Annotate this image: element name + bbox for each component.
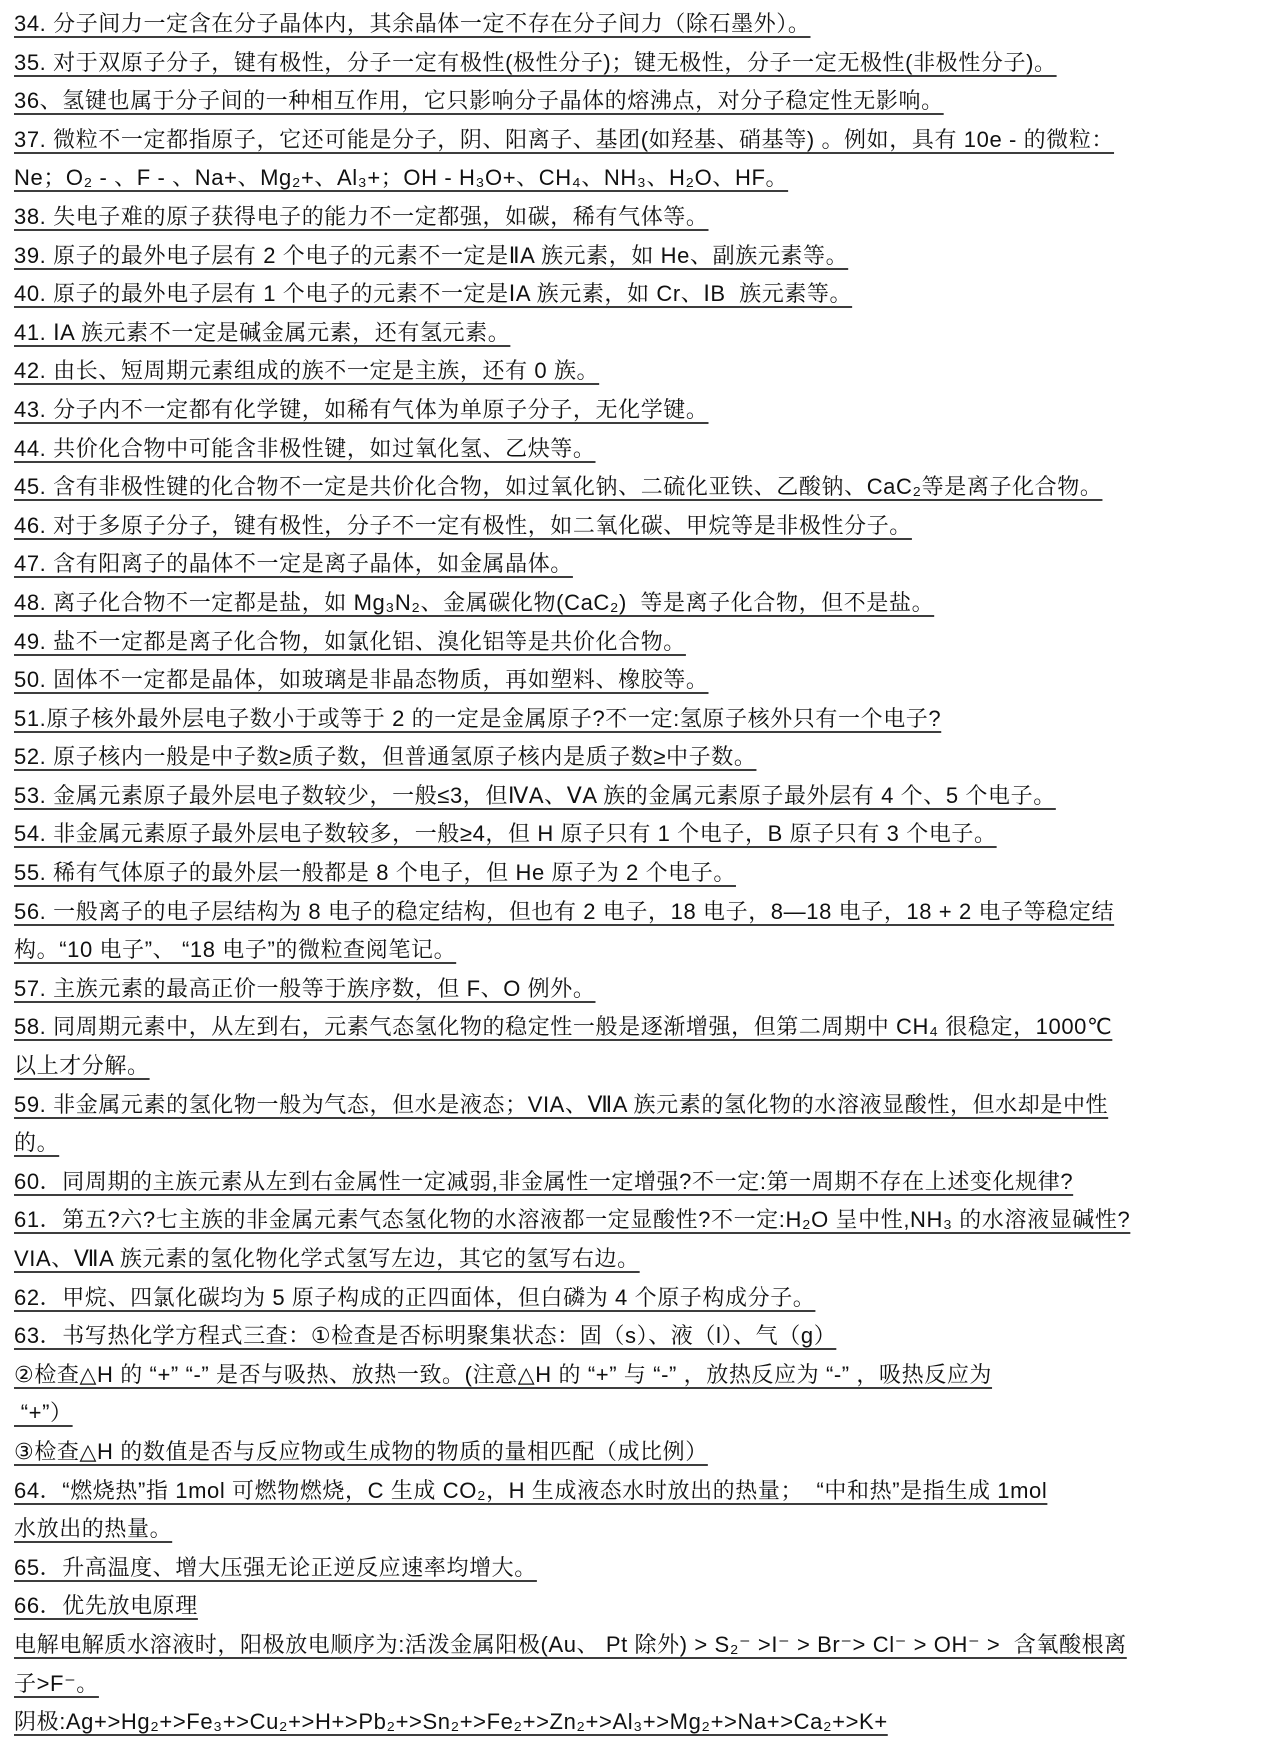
text-line: 56. 一般离子的电子层结构为 8 电子的稳定结构，但也有 2 电子，18 电子，8—18 电子，18 + 2 电子等稳定结	[14, 898, 1115, 924]
text-line: 55. 稀有气体原子的最外层一般都是 8 个电子，但 He 原子为 2 个电子。	[14, 860, 736, 886]
text-line: 59. 非金属元素的氢化物一般为气态，但水是液态；VIA、ⅦA 族元素的氢化物的水溶液显酸性，但水却是中性	[14, 1091, 1109, 1117]
text-line: 63．书写热化学方程式三查：①检查是否标明聚集状态：固（s）、液（l）、气（g）	[14, 1323, 837, 1349]
text-line: 52. 原子核内一般是中子数≥质子数，但普通氢原子核内是质子数≥中子数。	[14, 744, 757, 770]
text-line: ③检查△H 的数值是否与反应物或生成物的物质的量相匹配（成比例）	[14, 1438, 708, 1464]
text-line: 42. 由长、短周期元素组成的族不一定是主族，还有 0 族。	[14, 358, 600, 384]
text-line: 39. 原子的最外电子层有 2 个电子的元素不一定是ⅡA 族元素，如 He、副族元素等。	[14, 242, 849, 268]
text-line: 37. 微粒不一定都指原子，它还可能是分子，阴、阳离子、基团(如羟基、硝基等) 。例如，具有 10e - 的微粒：	[14, 126, 1115, 152]
text-line: 53. 金属元素原子最外层电子数较少，一般≤3，但ⅣA、ⅤA 族的金属元素原子最外层有 4 个、5 个电子。	[14, 782, 1056, 808]
text-line: 48. 离子化合物不一定都是盐，如 Mg₃N₂、金属碳化物(CaC₂) 等是离子化合物，但不是盐。	[14, 589, 935, 615]
text-line: 58. 同周期元素中，从左到右，元素气态氢化物的稳定性一般是逐渐增强，但第二周期中 CH₄ 很稳定，1000℃	[14, 1014, 1113, 1040]
text-line: 45. 含有非极性键的化合物不一定是共价化合物，如过氧化钠、二硫化亚铁、乙酸钠、CaC₂等是离子化合物。	[14, 474, 1103, 500]
text-line: 50. 固体不一定都是晶体，如玻璃是非晶态物质，再如塑料、橡胶等。	[14, 667, 709, 693]
text-line: 61．第五?六?七主族的非金属元素气态氢化物的水溶液都一定显酸性?不一定:H₂O 呈中性,NH₃ 的水溶液显碱性?	[14, 1207, 1131, 1233]
text-line: 43. 分子内不一定都有化学键，如稀有气体为单原子分子，无化学键。	[14, 396, 709, 422]
text-line: 46. 对于多原子分子，键有极性，分子不一定有极性，如二氧化碳、甲烷等是非极性分子。	[14, 512, 912, 538]
text-line: 51.原子核外最外层电子数小于或等于 2 的一定是金属原子?不一定:氢原子核外只有一个电子?	[14, 705, 942, 731]
text-line: VIA、ⅦA 族元素的氢化物化学式氢写左边，其它的氢写右边。	[14, 1246, 640, 1271]
text-line: 38. 失电子难的原子获得电子的能力不一定都强，如碳，稀有气体等。	[14, 203, 709, 229]
text-line: Ne；O₂ - 、F - 、Na+、Mg₂+、Al₃+；OH - H₃O+、CH₄、NH₃、H₂O、HF。	[14, 165, 789, 191]
text-line: 40. 原子的最外电子层有 1 个电子的元素不一定是ⅠA 族元素，如 Cr、ⅠB 族元素等。	[14, 281, 853, 307]
text-line: 54. 非金属元素原子最外层电子数较多，一般≥4，但 H 原子只有 1 个电子，B 原子只有 3 个电子。	[14, 821, 997, 847]
text-line: 构。“10 电子”、 “18 电子”的微粒查阅笔记。	[14, 937, 457, 963]
text-line: 64．“燃烧热”指 1mol 可燃物燃烧，C 生成 CO₂，H 生成液态水时放出的热量； “中和热”是指生成 1mol	[14, 1477, 1048, 1503]
text-line: 41. ⅠA 族元素不一定是碱金属元素，还有氢元素。	[14, 319, 511, 345]
text-line: 60．同周期的主族元素从左到右金属性一定减弱,非金属性一定增强?不一定:第一周期不存在上述变化规律?	[14, 1168, 1074, 1194]
text-line: ②检查△H 的 “+” “-” 是否与吸热、放热一致。(注意△H 的 “+” 与 “-” ，放热反应为 “-” ，吸热反应为	[14, 1361, 993, 1387]
text-line: 水放出的热量。	[14, 1516, 173, 1542]
text-line: 57. 主族元素的最高正价一般等于族序数，但 F、O 例外。	[14, 975, 596, 1001]
text-line: 34. 分子间力一定含在分子晶体内，其余晶体一定不存在分子间力（除石墨外）。	[14, 11, 811, 36]
text-line: 阴极:Ag+>Hg₂+>Fe₃+>Cu₂+>H+>Pb₂+>Sn₂+>Fe₂+>Zn₂+>Al₃+>Mg₂+>Na+>Ca₂+>K+	[14, 1709, 888, 1735]
text-line: 65．升高温度、增大压强无论正逆反应速率均增大。	[14, 1554, 537, 1580]
text-line: 35. 对于双原子分子，键有极性，分子一定有极性(极性分子)；键无极性，分子一定无极性(非极性分子)。	[14, 49, 1057, 75]
text-line: 62．甲烷、四氯化碳均为 5 原子构成的正四面体，但白磷为 4 个原子构成分子。	[14, 1284, 816, 1310]
text-line: 66．优先放电原理	[14, 1593, 198, 1619]
text-line: 子>F⁻。	[14, 1670, 99, 1696]
text-line: 44. 共价化合物中可能含非极性键，如过氧化氢、乙炔等。	[14, 435, 596, 461]
text-line: 电解电解质水溶液时，阳极放电顺序为:活泼金属阳极(Au、 Pt 除外) > S₂⁻ >I⁻ > Br⁻> Cl⁻ > OH⁻ > 含氧酸根离	[14, 1631, 1127, 1657]
text-line: 49. 盐不一定都是离子化合物，如氯化铝、溴化铝等是共价化合物。	[14, 628, 686, 654]
text-line: “+”）	[14, 1400, 73, 1426]
text-line: 以上才分解。	[14, 1053, 150, 1079]
text-line: 47. 含有阳离子的晶体不一定是离子晶体，如金属晶体。	[14, 551, 573, 577]
text-line: 36、氢键也属于分子间的一种相互作用，它只影响分子晶体的熔沸点，对分子稳定性无影响。	[14, 88, 944, 114]
text-line: 的。	[14, 1130, 60, 1156]
